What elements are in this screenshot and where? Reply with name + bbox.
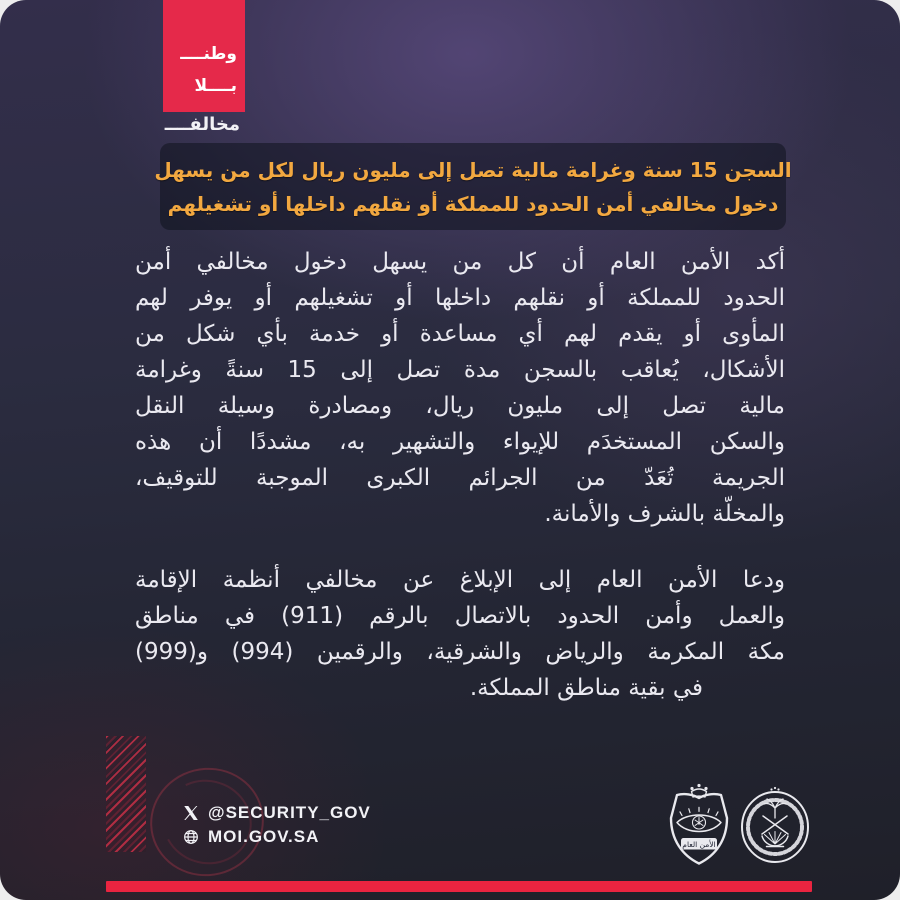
public-security-emblem — [660, 782, 738, 874]
body-paragraph-2 — [135, 562, 785, 706]
body-line: مكة المكرمة والرياض والشرقية، والرقمين (994) و(999) — [135, 639, 785, 665]
bottom-red-bar — [106, 881, 812, 892]
body-paragraph-1 — [135, 244, 785, 532]
body-line: مالية تصل إلى مليون ريال، ومصادرة وسيلة النقل — [135, 393, 785, 419]
diagonal-stripes-decoration — [106, 736, 146, 852]
body-line: والسكن المستخدَم للإيواء والتشهير به، مشددًا أن هذه — [135, 429, 785, 455]
slogan-word-2: بــــلا — [194, 76, 237, 96]
headline-line-1: السجن 15 سنة وغرامة مالية تصل إلى مليون ريال لكل من يسهل — [154, 157, 792, 182]
body-line: المأوى أو يقدم لهم أي مساعدة أو خدمة بأي شكل من — [135, 321, 785, 347]
body-line: ودعا الأمن العام إلى الإبلاغ عن مخالفي أنظمة الإقامة — [135, 567, 785, 593]
body-line: في بقية مناطق المملكة. — [469, 675, 703, 701]
x-handle-text: @SECURITY_GOV — [208, 802, 371, 822]
body-line: الجريمة تُعَدّ من الجرائم الكبرى الموجبة للتوقيف، — [135, 465, 785, 491]
body-line: والمخلّة بالشرف والأمانة. — [544, 501, 785, 527]
body-line: والعمل وأمن الحدود بالاتصال بالرقم (911) في مناطق — [135, 603, 785, 629]
body-line: الأشكال، يُعاقب بالسجن مدة تصل إلى 15 سنةً وغرامة — [135, 357, 786, 383]
headline-line-2: دخول مخالفي أمن الحدود للمملكة أو نقلهم داخلها أو تشغيلهم — [167, 191, 779, 216]
social-block — [183, 802, 371, 847]
globe-icon — [183, 829, 199, 845]
slogan-word-1: وطنــــ — [180, 44, 237, 64]
headline-box — [154, 143, 792, 230]
body-text — [135, 244, 785, 706]
slogan-word-3: مخالفــــ — [164, 114, 240, 135]
website-row — [183, 826, 371, 847]
website-text: MOI.GOV.SA — [208, 826, 320, 846]
public-security-label: الأمن العام — [682, 839, 716, 849]
body-line: الحدود للمملكة أو نقلهم داخلها أو تشغيلهم أو يوفر لهم — [135, 285, 785, 311]
ministry-of-interior-emblem — [738, 786, 812, 868]
x-logo-icon — [183, 805, 199, 821]
x-handle-row — [183, 802, 371, 823]
body-line: أكد الأمن العام أن كل من يسهل دخول مخالفي أمن — [135, 249, 785, 275]
